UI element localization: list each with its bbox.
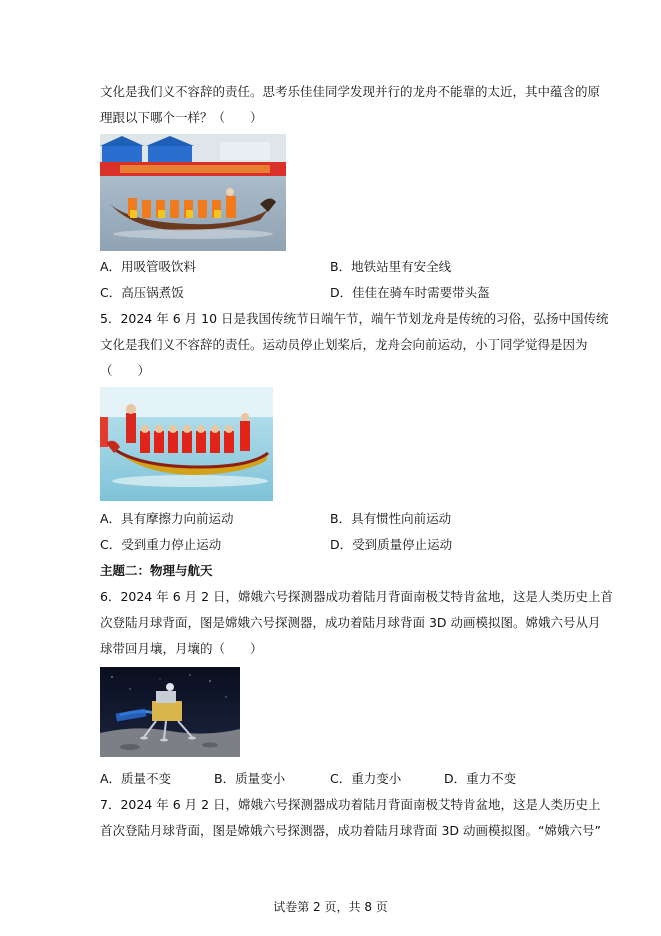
q5-option-b[interactable]: B．具有惯性向前运动 xyxy=(330,511,452,526)
q5-option-d[interactable]: D．受到质量停止运动 xyxy=(330,537,453,552)
q6-option-b[interactable]: B．质量变小 xyxy=(214,771,286,786)
q6-stem-line-1: 6．2024 年 6 月 2 日，嫦娥六号探测器成功着陆月背面南极艾特肯盆地，这是人类历史上首 xyxy=(100,589,614,604)
q7-stem-line-1: 7．2024 年 6 月 2 日，嫦娥六号探测器成功着陆月背面南极艾特肯盆地，这是人类历史上 xyxy=(100,797,601,812)
dragon-boat-race-photo xyxy=(100,134,286,251)
q5-option-a[interactable]: A．具有摩擦力向前运动 xyxy=(100,511,234,526)
q6-stem-line-2: 次登陆月球背面，图是嫦娥六号探测器，成功着陆月球背面 3D 动画模拟图。嫦娥六号从月 xyxy=(100,615,601,630)
q6-option-c[interactable]: C．重力变小 xyxy=(330,771,402,786)
q5-stem-line-2: 文化是我们义不容辞的责任。运动员停止划桨后，龙舟会向前运动，小丁同学觉得是因为 xyxy=(100,337,588,352)
q4-option-d[interactable]: D．佳佳在骑车时需要带头盔 xyxy=(330,285,490,300)
section-heading: 主题二：物理与航天 xyxy=(100,563,213,578)
q6-option-a[interactable]: A．质量不变 xyxy=(100,771,172,786)
q4-stem-line-1: 文化是我们义不容辞的责任。思考乐佳佳同学发现并行的龙舟不能靠的太近，其中蕴含的原 xyxy=(100,84,601,99)
q7-stem-line-2: 首次登陆月球背面，图是嫦娥六号探测器，成功着陆月球背面 3D 动画模拟图。“嫦娥六号” xyxy=(100,823,601,838)
dragon-boat-rowers-photo xyxy=(100,387,273,501)
q4-option-b[interactable]: B．地铁站里有安全线 xyxy=(330,259,452,274)
q5-option-c[interactable]: C．受到重力停止运动 xyxy=(100,537,222,552)
change6-lander-photo xyxy=(100,667,240,757)
page-footer: 试卷第 2 页，共 8 页 xyxy=(273,900,388,914)
q4-option-c[interactable]: C．高压锅煮饭 xyxy=(100,285,184,300)
q5-stem-line-3: （ ） xyxy=(100,363,151,378)
q6-stem-line-3: 球带回月壤，月壤的（ ） xyxy=(100,641,263,656)
q6-option-d[interactable]: D．重力不变 xyxy=(444,771,517,786)
q4-option-a[interactable]: A．用吸管吸饮料 xyxy=(100,259,197,274)
q5-stem-line-1: 5．2024 年 6 月 10 日是我国传统节日端午节，端午节划龙舟是传统的习俗，弘扬中国传统 xyxy=(100,311,609,326)
q4-stem-line-2: 理跟以下哪个一样？（ ） xyxy=(100,110,263,125)
